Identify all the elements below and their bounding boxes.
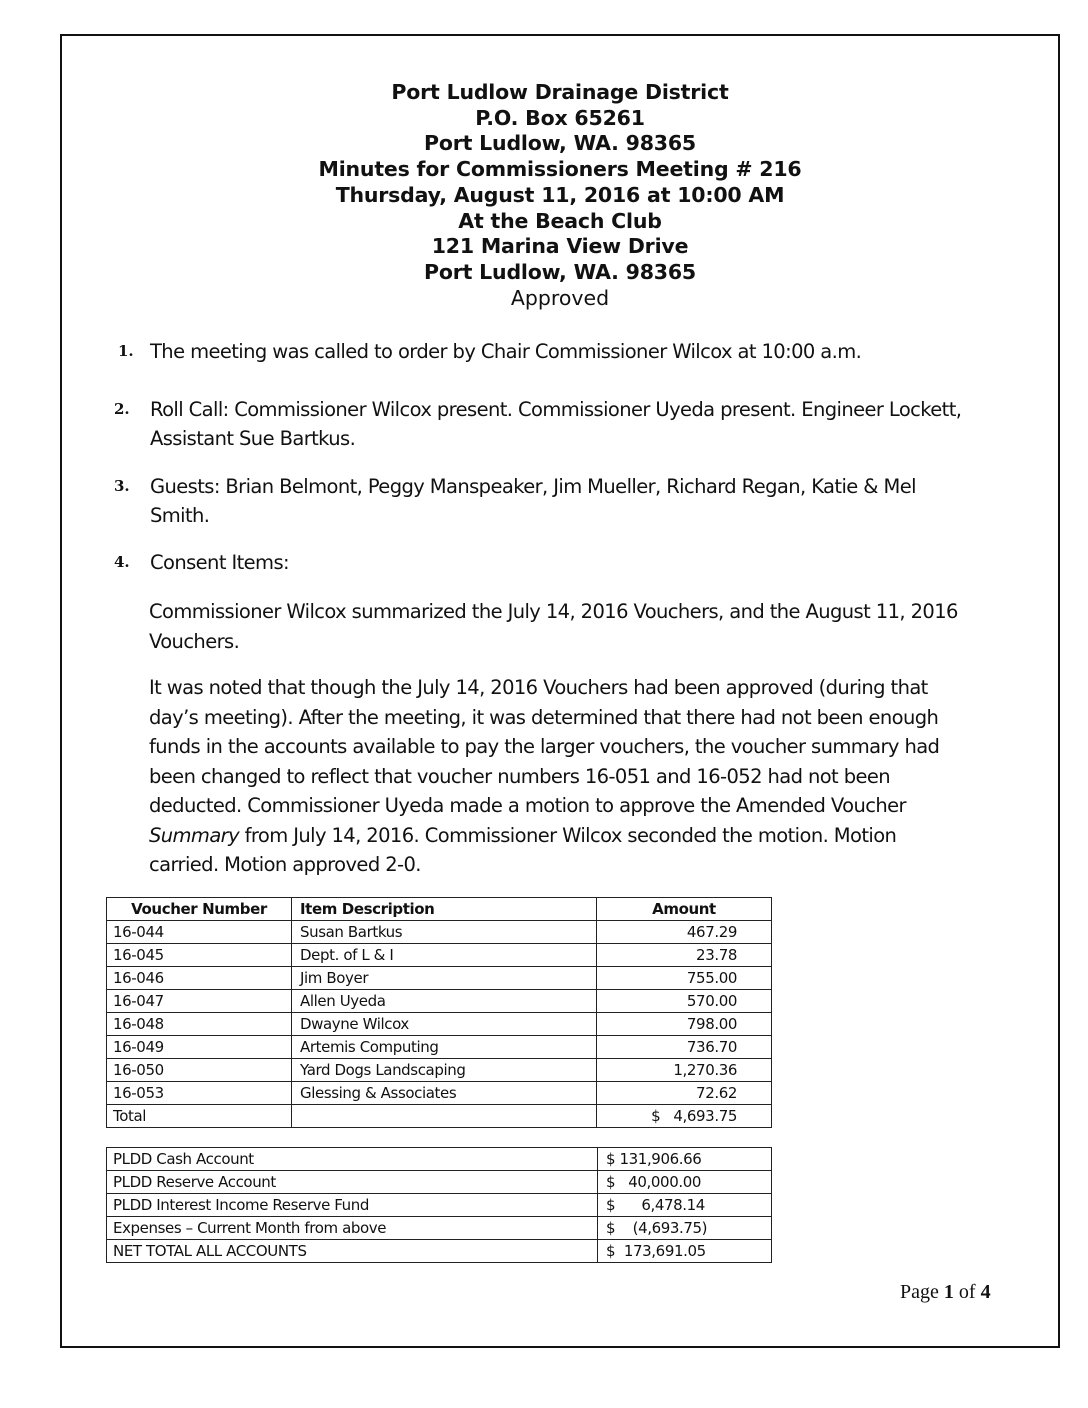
meeting-title: Minutes for Commissioners Meeting # 216 bbox=[318, 157, 802, 182]
accounts-table bbox=[106, 1147, 772, 1263]
table-row bbox=[107, 990, 772, 1013]
item-description: Yard Dogs Landscaping bbox=[292, 1059, 597, 1082]
item-number: 3. bbox=[114, 477, 130, 495]
table-row bbox=[107, 1194, 772, 1217]
page-label: Page bbox=[900, 1281, 944, 1303]
paragraph-text: It was noted that though the July 14, 2016 Vouchers had been approved (during that day’s meeting). After the meeting, it was determined that there had not been enough funds in the accounts available to pay the larger vouchers, the voucher summary had been changed to reflect that voucher numbers 16-051 and 16-052 had not been deducted. Commissioner Uyeda made a motion to approve the Amended Voucher bbox=[149, 676, 940, 817]
voucher-number: 16-047 bbox=[107, 990, 292, 1013]
minutes-items bbox=[114, 337, 1004, 577]
column-header-item-description: Item Description bbox=[292, 898, 597, 921]
page-number bbox=[900, 1281, 991, 1304]
item-text: Roll Call: Commissioner Wilcox present. Commissioner Uyeda present. Engineer Lockett, Assistant Sue Bartkus. bbox=[150, 398, 962, 450]
venue-city: Port Ludlow, WA. 98365 bbox=[424, 259, 696, 284]
meeting-datetime: Thursday, August 11, 2016 at 10:00 AM bbox=[335, 182, 785, 207]
item-description: Dwayne Wilcox bbox=[292, 1013, 597, 1036]
total-pages: 4 bbox=[980, 1281, 991, 1303]
account-balance: $ (4,693.75) bbox=[598, 1217, 772, 1240]
amount: 755.00 bbox=[597, 967, 772, 990]
table-row bbox=[107, 1013, 772, 1036]
meeting-venue: At the Beach Club bbox=[458, 208, 662, 233]
item-number: 1. bbox=[118, 342, 134, 360]
po-box: P.O. Box 65261 bbox=[475, 105, 645, 130]
account-balance: $ 6,478.14 bbox=[598, 1194, 772, 1217]
item-text: Consent Items: bbox=[150, 551, 289, 574]
current-page: 1 bbox=[943, 1281, 954, 1303]
total-description bbox=[292, 1105, 597, 1128]
venue-address: 121 Marina View Drive bbox=[431, 234, 689, 259]
amount: 570.00 bbox=[597, 990, 772, 1013]
paragraph-text: from July 14, 2016. Commissioner Wilcox seconded the motion. Motion carried. Motion approved 2-0. bbox=[149, 823, 897, 876]
page-of-label: of bbox=[953, 1281, 981, 1303]
total-amount: $ 4,693.75 bbox=[597, 1105, 772, 1128]
item-description: Glessing & Associates bbox=[292, 1082, 597, 1105]
amount: 467.29 bbox=[597, 921, 772, 944]
paragraph-italic-text: Summary bbox=[149, 823, 240, 847]
table-total-row bbox=[107, 1105, 772, 1128]
table-row bbox=[107, 1059, 772, 1082]
total-label: Total bbox=[107, 1105, 292, 1128]
item-description: Dept. of L & I bbox=[292, 944, 597, 967]
amount: 1,270.36 bbox=[597, 1059, 772, 1082]
mailing-city: Port Ludlow, WA. 98365 bbox=[424, 131, 696, 156]
amount: 736.70 bbox=[597, 1036, 772, 1059]
voucher-number: 16-050 bbox=[107, 1059, 292, 1082]
item-description: Susan Bartkus bbox=[292, 921, 597, 944]
voucher-number: 16-053 bbox=[107, 1082, 292, 1105]
amount: 72.62 bbox=[597, 1082, 772, 1105]
item-number: 2. bbox=[114, 400, 130, 418]
voucher-number: 16-049 bbox=[107, 1036, 292, 1059]
account-name: Expenses – Current Month from above bbox=[107, 1217, 598, 1240]
table-row bbox=[107, 1036, 772, 1059]
item-description: Artemis Computing bbox=[292, 1036, 597, 1059]
net-total-label: NET TOTAL ALL ACCOUNTS bbox=[107, 1240, 598, 1263]
amount: 23.78 bbox=[597, 944, 772, 967]
table-row bbox=[107, 921, 772, 944]
table-row bbox=[107, 1217, 772, 1240]
list-item bbox=[114, 395, 1004, 453]
voucher-number: 16-048 bbox=[107, 1013, 292, 1036]
table-total-row bbox=[107, 1240, 772, 1263]
account-balance: $ 131,906.66 bbox=[598, 1148, 772, 1171]
item-description: Jim Boyer bbox=[292, 967, 597, 990]
net-total-amount: $ 173,691.05 bbox=[598, 1240, 772, 1263]
voucher-number: 16-045 bbox=[107, 944, 292, 967]
voucher-table bbox=[106, 897, 772, 1128]
table-row bbox=[107, 1148, 772, 1171]
list-item bbox=[114, 548, 1004, 577]
consent-summary-paragraph: Commissioner Wilcox summarized the July 14, 2016 Vouchers, and the August 11, 2016 Vouchers. bbox=[149, 600, 958, 653]
voucher-number: 16-044 bbox=[107, 921, 292, 944]
list-item bbox=[114, 337, 1004, 366]
item-number: 4. bbox=[114, 553, 130, 571]
table-row bbox=[107, 1171, 772, 1194]
amended-voucher-paragraph bbox=[149, 673, 969, 880]
table-row bbox=[107, 944, 772, 967]
account-balance: $ 40,000.00 bbox=[598, 1171, 772, 1194]
district-name: Port Ludlow Drainage District bbox=[391, 80, 729, 104]
document-header bbox=[260, 80, 860, 311]
column-header-amount: Amount bbox=[597, 898, 772, 921]
approval-status: Approved bbox=[510, 285, 610, 310]
list-item bbox=[114, 472, 1004, 530]
table-row bbox=[107, 1082, 772, 1105]
account-name: PLDD Interest Income Reserve Fund bbox=[107, 1194, 598, 1217]
voucher-number: 16-046 bbox=[107, 967, 292, 990]
account-name: PLDD Cash Account bbox=[107, 1148, 598, 1171]
table-row bbox=[107, 967, 772, 990]
amount: 798.00 bbox=[597, 1013, 772, 1036]
item-text: Guests: Brian Belmont, Peggy Manspeaker, Jim Mueller, Richard Regan, Katie & Mel Smith. bbox=[150, 475, 916, 527]
account-name: PLDD Reserve Account bbox=[107, 1171, 598, 1194]
item-description: Allen Uyeda bbox=[292, 990, 597, 1013]
column-header-voucher-number: Voucher Number bbox=[107, 898, 292, 921]
item-text: The meeting was called to order by Chair Commissioner Wilcox at 10:00 a.m. bbox=[150, 340, 862, 363]
table-header-row bbox=[107, 898, 772, 921]
